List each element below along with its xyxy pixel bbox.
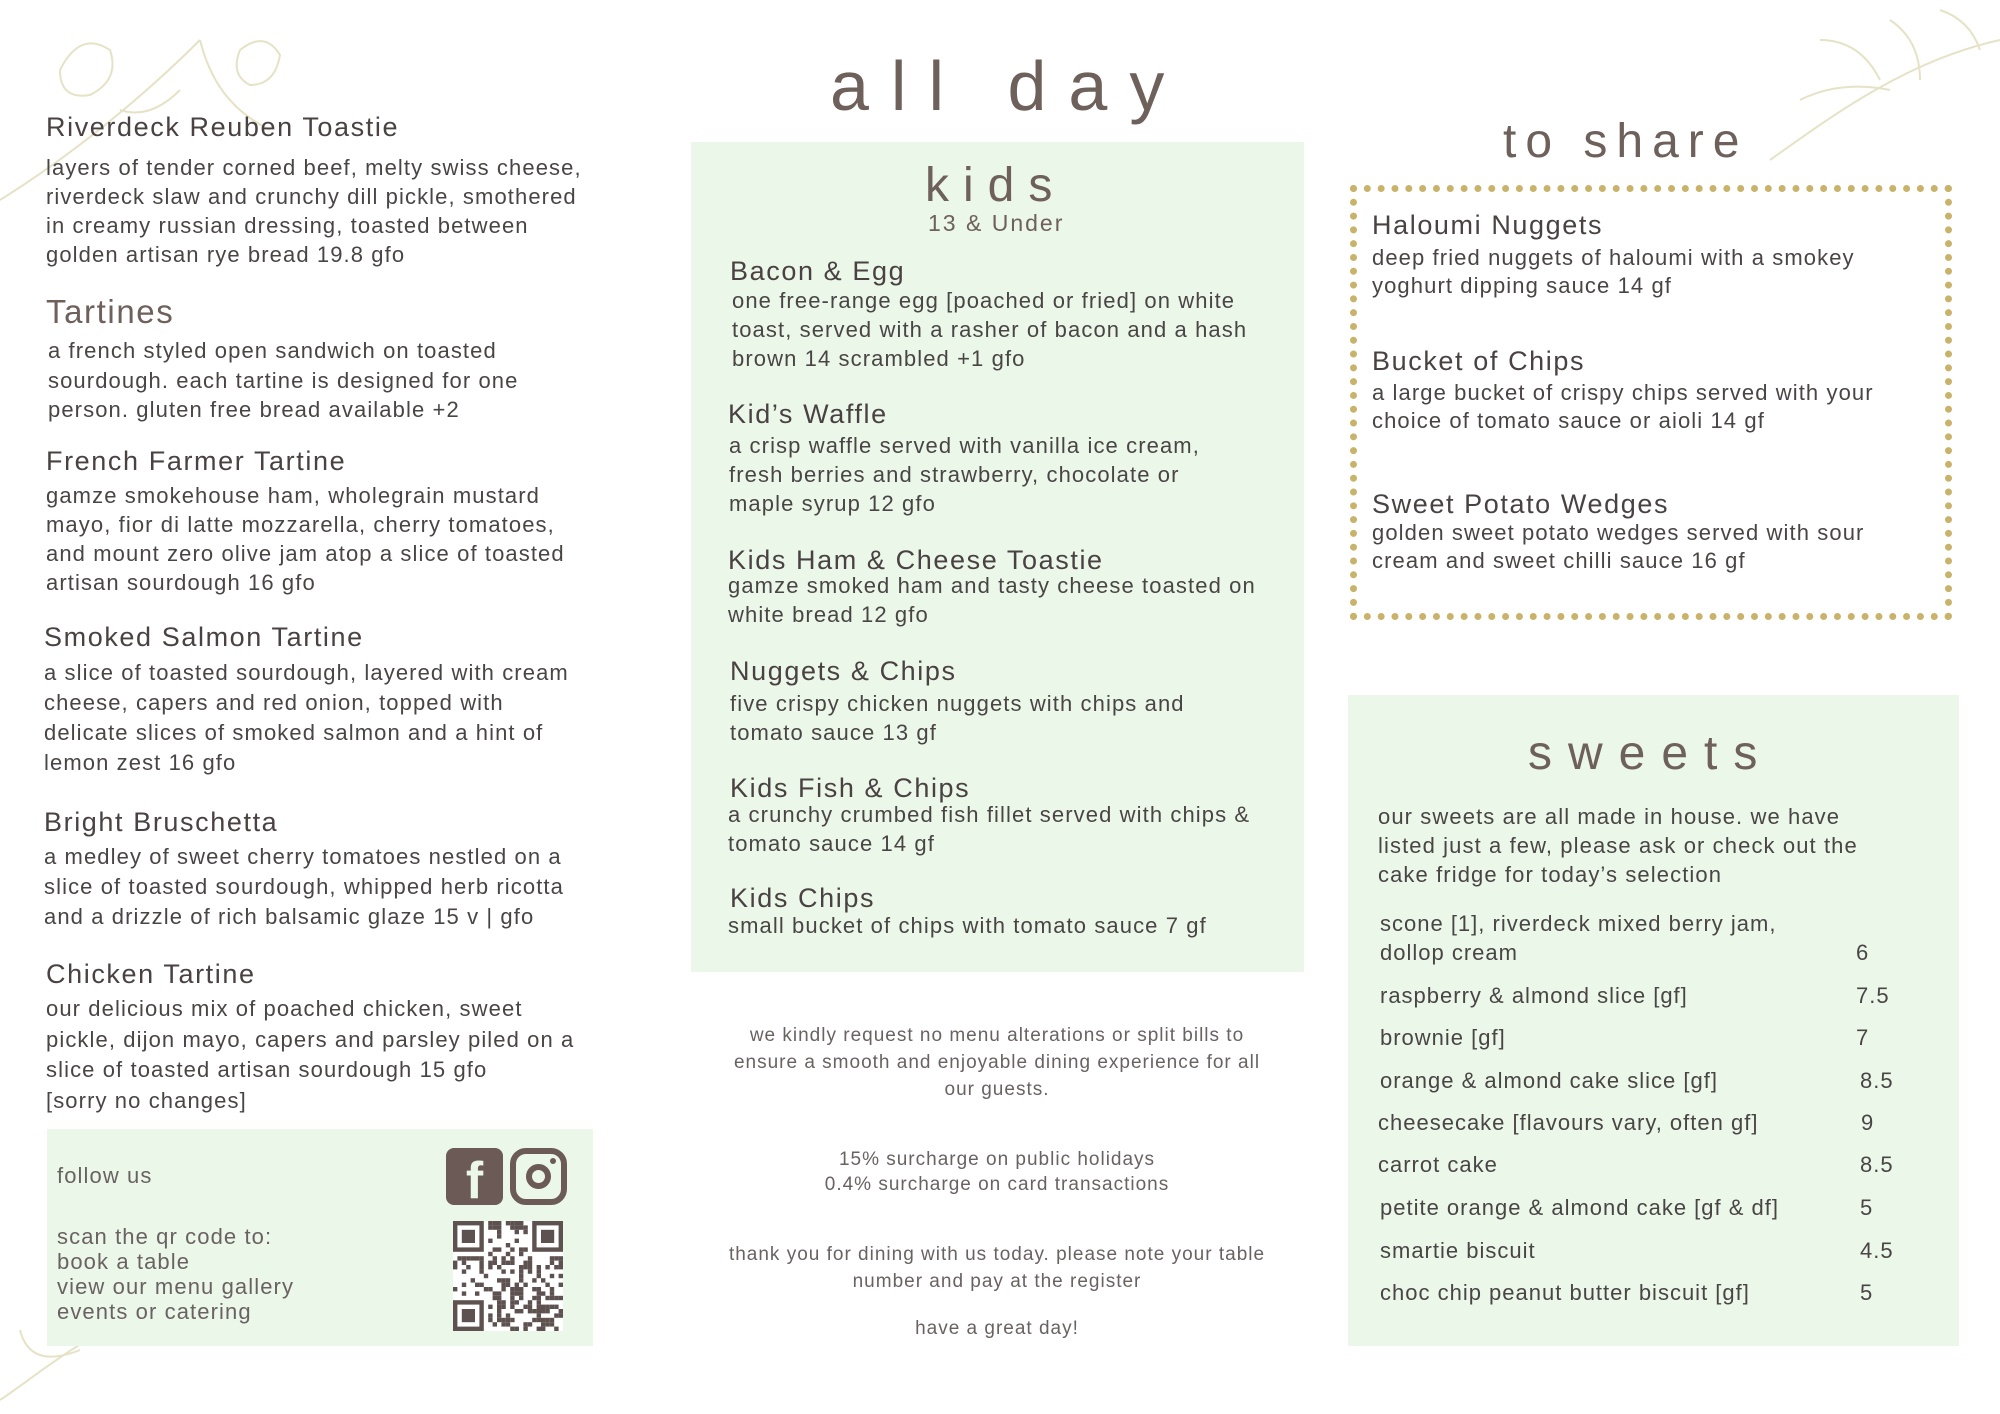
instagram-icon[interactable]	[510, 1148, 567, 1205]
goodbye-note: have a great day!	[915, 1318, 1079, 1339]
item-name: Nuggets & Chips	[730, 656, 957, 686]
sweet-name: cheesecake [flavours vary, often gf]	[1378, 1110, 1759, 1135]
policy-note: we kindly request no menu alterations or split bills to ensure a smooth and enjoyable dining experience for all our guests.	[733, 1025, 1261, 1100]
item-desc: five crispy chicken nuggets with chips and tomato sauce 13 gf	[730, 691, 1185, 745]
sweet-name: smartie biscuit	[1380, 1238, 1536, 1263]
follow-us-label: follow us	[57, 1163, 153, 1188]
sweet-price: 6	[1856, 940, 1870, 965]
sweet-name: carrot cake	[1378, 1152, 1498, 1177]
sweet-price: 9	[1861, 1110, 1875, 1135]
item-name: Bright Bruschetta	[44, 807, 279, 837]
sweet-row	[1380, 909, 1900, 967]
item-name: French Farmer Tartine	[46, 446, 347, 476]
item-desc: small bucket of chips with tomato sauce 7 gf	[728, 913, 1207, 938]
item-name: Chicken Tartine	[46, 959, 256, 989]
sweets-intro: our sweets are all made in house. we have listed just a few, please ask or check out the cake fridge for today’s selection	[1378, 804, 1858, 887]
item-name: Riverdeck Reuben Toastie	[46, 112, 400, 142]
item-desc: golden sweet potato wedges served with sour cream and sweet chilli sauce 16 gf	[1372, 520, 1865, 573]
item-name: Kids Ham & Cheese Toastie	[728, 545, 1104, 575]
item-desc: one free-range egg [poached or fried] on white toast, served with a rasher of bacon and a hash brown 14 scrambled +1 gfo	[732, 288, 1248, 371]
sweet-row	[1380, 981, 1900, 1010]
item-name: Kid’s Waffle	[728, 399, 888, 429]
sweet-row	[1378, 1108, 1898, 1137]
qr-code[interactable]	[453, 1221, 563, 1331]
item-desc: gamze smoked ham and tasty cheese toasted on white bread 12 gfo	[728, 573, 1256, 627]
item-name: Kids Chips	[730, 883, 876, 913]
sweet-row	[1380, 1066, 1900, 1095]
social-panel	[47, 1129, 593, 1346]
surcharge-note: 15% surcharge on public holidays 0.4% surcharge on card transactions	[824, 1149, 1170, 1195]
facebook-icon[interactable]: f	[446, 1148, 503, 1205]
floral-decoration-top-right	[1760, 0, 2000, 170]
item-name: Haloumi Nuggets	[1372, 210, 1604, 240]
item-name: Smoked Salmon Tartine	[44, 622, 364, 652]
sweet-price: 5	[1860, 1280, 1874, 1305]
sweet-price: 4.5	[1860, 1238, 1894, 1263]
item-name: Kids Fish & Chips	[730, 773, 971, 803]
item-name: Sweet Potato Wedges	[1372, 489, 1670, 519]
item-desc: a large bucket of crispy chips served with your choice of tomato sauce or aioli 14 gf	[1372, 380, 1874, 433]
section-heading-tartines: Tartines	[46, 293, 175, 330]
item-desc: a slice of toasted sourdough, layered with cream cheese, capers and red onion, topped with delicate slices of smoked salmon and a hint of lemon zest 16 gfo	[44, 660, 569, 775]
sweet-row	[1380, 1193, 1900, 1222]
item-desc: gamze smokehouse ham, wholegrain mustard mayo, fior di latte mozzarella, cherry tomatoes, and mount zero olive jam atop a slice of toasted artisan sourdough 16 gfo	[46, 483, 565, 595]
item-name: Bacon & Egg	[730, 256, 906, 286]
sweet-name: orange & almond cake slice [gf]	[1380, 1068, 1718, 1093]
item-desc: a crisp waffle served with vanilla ice cream, fresh berries and strawberry, chocolate or maple syrup 12 gfo	[729, 433, 1200, 516]
sweets-heading: sweets	[1528, 727, 1774, 780]
sweet-name: raspberry & almond slice [gf]	[1380, 983, 1688, 1008]
section-desc: a french styled open sandwich on toasted sourdough. each tartine is designed for one person. gluten free bread available +2	[48, 338, 519, 422]
thanks-note: thank you for dining with us today. please note your table number and pay at the register	[728, 1244, 1266, 1292]
sweet-row	[1378, 1150, 1898, 1179]
sweet-price: 8.5	[1860, 1068, 1894, 1093]
item-name: Bucket of Chips	[1372, 346, 1586, 376]
item-desc: deep fried nuggets of haloumi with a smokey yoghurt dipping sauce 14 gf	[1372, 245, 1855, 298]
sweet-price: 5	[1860, 1195, 1874, 1220]
item-desc: a crunchy crumbed fish fillet served with chips & tomato sauce 14 gf	[728, 802, 1251, 856]
item-desc: our delicious mix of poached chicken, sweet pickle, dijon mayo, capers and parsley piled on a slice of toasted artisan sourdough 15 gfo [sorry no changes]	[46, 996, 575, 1113]
sweet-name: brownie [gf]	[1380, 1025, 1506, 1050]
sweet-name: choc chip peanut butter biscuit [gf]	[1380, 1280, 1750, 1305]
sweet-row	[1380, 1236, 1900, 1265]
kids-subtitle: 13 & Under	[928, 210, 1065, 236]
qr-instructions: scan the qr code to: book a table view our menu gallery events or catering	[57, 1224, 295, 1324]
share-heading: to share	[1503, 115, 1749, 168]
sweet-price: 7.5	[1856, 983, 1890, 1008]
item-desc: a medley of sweet cherry tomatoes nestled on a slice of toasted sourdough, whipped herb ricotta and a drizzle of rich balsamic glaze 15 v | gfo	[44, 844, 564, 929]
sweet-name: scone [1], riverdeck mixed berry jam, dollop cream	[1380, 911, 1777, 965]
sweet-price: 7	[1856, 1025, 1870, 1050]
item-desc: layers of tender corned beef, melty swiss cheese, riverdeck slaw and crunchy dill pickle, smothered in creamy russian dressing, toasted between golden artisan rye bread 19.8 gfo	[46, 155, 582, 267]
kids-heading: kids	[925, 159, 1067, 212]
sweet-row	[1380, 1023, 1900, 1052]
sweet-row	[1380, 1278, 1900, 1307]
sweet-name: petite orange & almond cake [gf & df]	[1380, 1195, 1780, 1220]
sweet-price: 8.5	[1860, 1152, 1894, 1177]
menu-title: all day	[830, 47, 1187, 125]
